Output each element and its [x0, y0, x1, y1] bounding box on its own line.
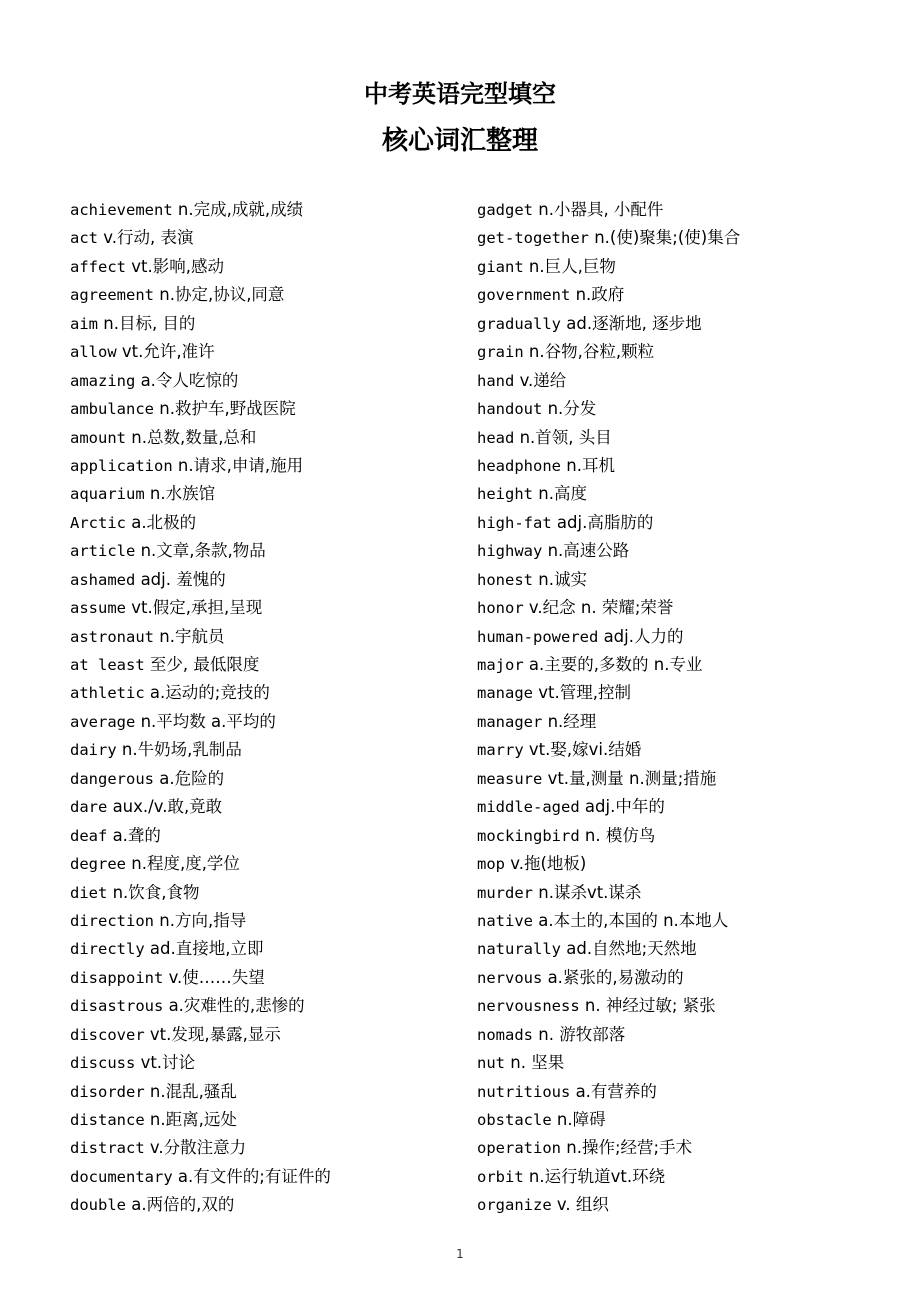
- entry-definition: n.诚实: [533, 569, 587, 589]
- vocabulary-entry: [477, 566, 897, 594]
- vocabulary-entry: [70, 679, 460, 707]
- entry-definition: n. 神经过敏; 紧张: [579, 996, 716, 1016]
- entry-definition: v. 组织: [551, 1195, 609, 1215]
- entry-definition: vt.假定,承担,呈现: [126, 598, 263, 618]
- vocabulary-entry: [70, 424, 460, 452]
- entry-word: diet: [70, 883, 108, 902]
- entry-word: middle-aged: [477, 798, 580, 817]
- entry-definition: a.运动的;竞技的: [144, 683, 270, 703]
- entry-word: distance: [70, 1111, 145, 1129]
- entry-definition: n.总数,数量,总和: [126, 427, 257, 447]
- entry-word: honor: [477, 599, 524, 618]
- vocabulary-column-left: [70, 196, 460, 1220]
- entry-definition: vt.娶,嫁vi.结婚: [523, 740, 642, 760]
- entry-word: affect: [70, 257, 126, 276]
- vocabulary-entry: [477, 367, 897, 395]
- entry-word: disappoint: [70, 968, 164, 987]
- entry-word: gradually: [477, 314, 561, 333]
- entry-definition: adj.中年的: [579, 797, 665, 817]
- entry-word: Arctic: [70, 513, 126, 532]
- entry-definition: n.水族馆: [144, 484, 216, 504]
- vocabulary-entry: [477, 395, 897, 423]
- entry-definition: ad.自然地;天然地: [561, 939, 697, 959]
- entry-word: nomads: [477, 1025, 533, 1044]
- entry-word: application: [70, 456, 173, 475]
- vocabulary-entry: [477, 793, 897, 821]
- entry-definition: n.谷物,谷粒,颗粒: [523, 342, 655, 362]
- entry-word: article: [70, 542, 136, 561]
- entry-definition: n.小器具, 小配件: [533, 200, 664, 219]
- entry-definition: vt.允许,准许: [116, 342, 215, 362]
- entry-definition: a.聋的: [107, 825, 161, 845]
- vocabulary-entry: [70, 822, 460, 850]
- entry-word: amount: [70, 428, 126, 447]
- entry-definition: n.距离,远处: [144, 1110, 237, 1129]
- vocabulary-entry: [70, 395, 460, 423]
- vocabulary-entry: [477, 253, 897, 281]
- entry-word: get-together: [477, 229, 589, 248]
- entry-definition: v.使……失望: [163, 967, 265, 987]
- entry-definition: v.分散注意力: [144, 1138, 247, 1158]
- entry-definition: n.高度: [533, 484, 587, 504]
- vocabulary-entry: [70, 964, 460, 992]
- entry-word: orbit: [477, 1167, 524, 1186]
- entry-word: nutritious: [477, 1082, 571, 1101]
- entry-word: assume: [70, 599, 126, 618]
- entry-word: manager: [477, 712, 543, 731]
- entry-word: dairy: [70, 741, 117, 760]
- entry-word: obstacle: [477, 1111, 552, 1129]
- vocabulary-entry: [70, 935, 460, 963]
- entry-word: honest: [477, 570, 533, 589]
- vocabulary-entry: [70, 708, 460, 736]
- vocabulary-entry: [70, 736, 460, 764]
- entry-definition: a.有文件的;有证件的: [172, 1166, 331, 1186]
- vocabulary-entry: [477, 509, 897, 537]
- entry-definition: n.请求,申请,施用: [172, 455, 304, 475]
- vocabulary-entry: [477, 992, 897, 1020]
- vocabulary-entry: [70, 765, 460, 793]
- entry-definition: n.目标, 目的: [98, 313, 196, 333]
- entry-definition: n. 坚果: [505, 1053, 565, 1073]
- entry-definition: n.谋杀vt.谋杀: [533, 882, 642, 902]
- vocabulary-entry: [70, 1106, 460, 1134]
- vocabulary-entry: [70, 509, 460, 537]
- entry-word: athletic: [70, 684, 145, 703]
- vocabulary-entry: [70, 850, 460, 878]
- entry-word: marry: [477, 741, 524, 760]
- vocabulary-entry: [70, 281, 460, 309]
- entry-word: double: [70, 1196, 126, 1215]
- entry-word: height: [477, 485, 533, 504]
- entry-word: discover: [70, 1025, 145, 1044]
- entry-definition: n.宇航员: [154, 626, 225, 646]
- entry-definition: ad.直接地,立即: [144, 939, 264, 959]
- entry-definition: n.程度,度,学位: [126, 854, 240, 874]
- entry-definition: a.有营养的: [570, 1081, 657, 1101]
- entry-word: major: [477, 656, 524, 674]
- vocabulary-entry: [70, 1191, 460, 1219]
- entry-definition: n.操作;经营;手术: [561, 1138, 693, 1158]
- entry-definition: n.巨人,巨物: [523, 256, 616, 276]
- entry-word: headphone: [477, 456, 561, 475]
- entry-word: nut: [477, 1054, 505, 1073]
- entry-definition: a.紧张的,易激动的: [542, 967, 684, 987]
- entry-word: documentary: [70, 1167, 173, 1186]
- entry-definition: a.危险的: [154, 768, 225, 788]
- vocabulary-entry: [477, 1021, 897, 1049]
- vocabulary-entry: [477, 537, 897, 565]
- vocabulary-entry: [70, 793, 460, 821]
- entry-word: grain: [477, 343, 524, 362]
- entry-word: aquarium: [70, 485, 145, 504]
- entry-word: allow: [70, 343, 117, 362]
- vocabulary-entry: [70, 196, 460, 224]
- vocabulary-entry: [477, 1134, 897, 1162]
- vocabulary-entry: [70, 566, 460, 594]
- vocabulary-entry: [70, 1049, 460, 1077]
- entry-word: mop: [477, 855, 505, 874]
- entry-word: amazing: [70, 371, 136, 390]
- entry-word: agreement: [70, 286, 154, 305]
- entry-word: operation: [477, 1139, 561, 1158]
- entry-definition: a.北极的: [126, 512, 197, 532]
- entry-definition: v.递给: [514, 370, 567, 390]
- vocabulary-entry: [477, 935, 897, 963]
- vocabulary-column-right: [477, 196, 897, 1220]
- entry-definition: n. 模仿鸟: [579, 825, 656, 845]
- entry-word: dangerous: [70, 769, 154, 788]
- entry-word: hand: [477, 371, 515, 390]
- entry-definition: n.方向,指导: [154, 910, 247, 930]
- vocabulary-entry: [477, 736, 897, 764]
- page-title: 中考英语完型填空: [364, 80, 556, 108]
- entry-definition: v.拖(地板): [505, 854, 587, 874]
- entry-word: native: [477, 911, 533, 930]
- vocabulary-entry: [477, 708, 897, 736]
- entry-word: dare: [70, 798, 108, 817]
- vocabulary-entry: [70, 224, 460, 252]
- entry-definition: n.协定,协议,同意: [154, 285, 285, 305]
- entry-definition: n.经理: [542, 711, 597, 731]
- entry-word: gadget: [477, 201, 533, 219]
- entry-definition: vt.影响,感动: [126, 256, 224, 276]
- entry-word: astronaut: [70, 627, 154, 646]
- entry-word: average: [70, 712, 136, 731]
- entry-word: giant: [477, 257, 524, 276]
- vocabulary-entry: [477, 224, 897, 252]
- entry-definition: a.主要的,多数的 n.专业: [523, 655, 703, 674]
- vocabulary-entry: [477, 651, 897, 679]
- vocabulary-entry: [70, 992, 460, 1020]
- entry-definition: n.完成,成就,成绩: [172, 200, 304, 219]
- vocabulary-entry: [70, 480, 460, 508]
- entry-definition: vt.量,测量 n.测量;措施: [542, 768, 717, 788]
- entry-definition: n.政府: [570, 285, 625, 305]
- entry-definition: a.本土的,本国的 n.本地人: [533, 910, 729, 930]
- entry-definition: n.文章,条款,物品: [135, 541, 266, 561]
- vocabulary-entry: [477, 679, 897, 707]
- entry-definition: v.纪念 n. 荣耀;荣誉: [523, 598, 674, 618]
- entry-definition: v.行动, 表演: [98, 228, 194, 248]
- vocabulary-entry: [477, 424, 897, 452]
- entry-definition: n.平均数 a.平均的: [135, 711, 276, 731]
- entry-word: highway: [477, 542, 543, 561]
- entry-definition: n.耳机: [561, 455, 615, 475]
- entry-definition: a.令人吃惊的: [135, 370, 239, 390]
- entry-word: disorder: [70, 1082, 145, 1101]
- vocabulary-entry: [70, 1134, 460, 1162]
- vocabulary-entry: [477, 1049, 897, 1077]
- vocabulary-entry: [70, 1078, 460, 1106]
- entry-definition: ad.逐渐地, 逐步地: [561, 313, 702, 333]
- vocabulary-entry: [70, 651, 460, 679]
- entry-word: manage: [477, 684, 533, 703]
- entry-word: achievement: [70, 201, 173, 219]
- entry-word: head: [477, 428, 515, 447]
- vocabulary-entry: [70, 1021, 460, 1049]
- entry-word: measure: [477, 769, 543, 788]
- vocabulary-entry: [70, 537, 460, 565]
- entry-definition: vt.发现,暴露,显示: [144, 1024, 281, 1044]
- vocabulary-entry: [477, 765, 897, 793]
- vocabulary-entry: [477, 281, 897, 309]
- entry-definition: n.牛奶场,乳制品: [116, 740, 242, 760]
- entry-definition: aux./v.敢,竟敢: [107, 797, 223, 817]
- vocabulary-entry: [477, 1163, 897, 1191]
- vocabulary-entry: [70, 907, 460, 935]
- entry-word: deaf: [70, 826, 108, 845]
- entry-word: nervous: [477, 968, 543, 987]
- entry-definition: adj.高脂肪的: [551, 512, 654, 532]
- entry-word: aim: [70, 314, 98, 333]
- vocabulary-entry: [477, 338, 897, 366]
- vocabulary-entry: [70, 253, 460, 281]
- vocabulary-entry: [477, 480, 897, 508]
- entry-word: mockingbird: [477, 826, 580, 845]
- page-number: 1: [456, 1247, 464, 1261]
- entry-definition: n. 游牧部落: [533, 1024, 626, 1044]
- vocabulary-entry: [477, 623, 897, 651]
- vocabulary-entry: [477, 850, 897, 878]
- entry-word: ashamed: [70, 570, 136, 589]
- vocabulary-entry: [477, 1191, 897, 1219]
- vocabulary-entry: [477, 310, 897, 338]
- vocabulary-entry: [70, 1163, 460, 1191]
- entry-definition: n.救护车,野战医院: [154, 399, 296, 419]
- entry-definition: a.灾难性的,悲惨的: [163, 996, 305, 1016]
- vocabulary-entry: [70, 367, 460, 395]
- entry-word: nervousness: [477, 997, 580, 1016]
- entry-definition: n.高速公路: [542, 541, 630, 561]
- entry-definition: adj.人力的: [598, 626, 684, 646]
- vocabulary-entry: [477, 1106, 897, 1134]
- vocabulary-entry: [70, 310, 460, 338]
- entry-word: murder: [477, 883, 533, 902]
- entry-word: directly: [70, 940, 145, 959]
- vocabulary-entry: [477, 452, 897, 480]
- entry-definition: n.运行轨道vt.环绕: [523, 1166, 666, 1186]
- entry-word: direction: [70, 911, 154, 930]
- vocabulary-entry: [477, 822, 897, 850]
- entry-definition: n.混乱,骚乱: [144, 1081, 237, 1101]
- entry-word: discuss: [70, 1054, 136, 1073]
- vocabulary-entry: [477, 964, 897, 992]
- vocabulary-entry: [477, 1078, 897, 1106]
- entry-definition: vt.管理,控制: [533, 683, 631, 703]
- entry-word: ambulance: [70, 400, 154, 419]
- vocabulary-entry: [70, 879, 460, 907]
- vocabulary-entry: [70, 623, 460, 651]
- entry-definition: n.饮食,食物: [107, 882, 200, 902]
- entry-definition: n.首领, 头目: [514, 427, 612, 447]
- entry-word: organize: [477, 1196, 552, 1215]
- entry-definition: adj. 羞愧的: [135, 569, 226, 589]
- entry-definition: n.分发: [542, 399, 597, 419]
- entry-definition: n.障碍: [551, 1110, 606, 1129]
- entry-word: distract: [70, 1139, 145, 1158]
- entry-definition: n.(使)聚集;(使)集合: [588, 228, 741, 248]
- vocabulary-entry: [477, 594, 897, 622]
- vocabulary-entry: [477, 879, 897, 907]
- vocabulary-entry: [70, 338, 460, 366]
- vocabulary-entry: [477, 907, 897, 935]
- entry-definition: 至少, 最低限度: [144, 655, 260, 674]
- entry-word: human-powered: [477, 627, 599, 646]
- entry-word: government: [477, 286, 571, 305]
- entry-word: handout: [477, 400, 543, 419]
- entry-word: high-fat: [477, 513, 552, 532]
- entry-definition: a.两倍的,双的: [126, 1195, 235, 1215]
- vocabulary-entry: [70, 452, 460, 480]
- page-subtitle: 核心词汇整理: [381, 126, 538, 156]
- entry-word: degree: [70, 855, 126, 874]
- vocabulary-entry: [477, 196, 897, 224]
- entry-word: act: [70, 229, 98, 248]
- entry-definition: vt.讨论: [135, 1053, 196, 1073]
- vocabulary-entry: [70, 594, 460, 622]
- entry-word: at least: [70, 656, 145, 674]
- entry-word: naturally: [477, 940, 561, 959]
- entry-word: disastrous: [70, 997, 164, 1016]
